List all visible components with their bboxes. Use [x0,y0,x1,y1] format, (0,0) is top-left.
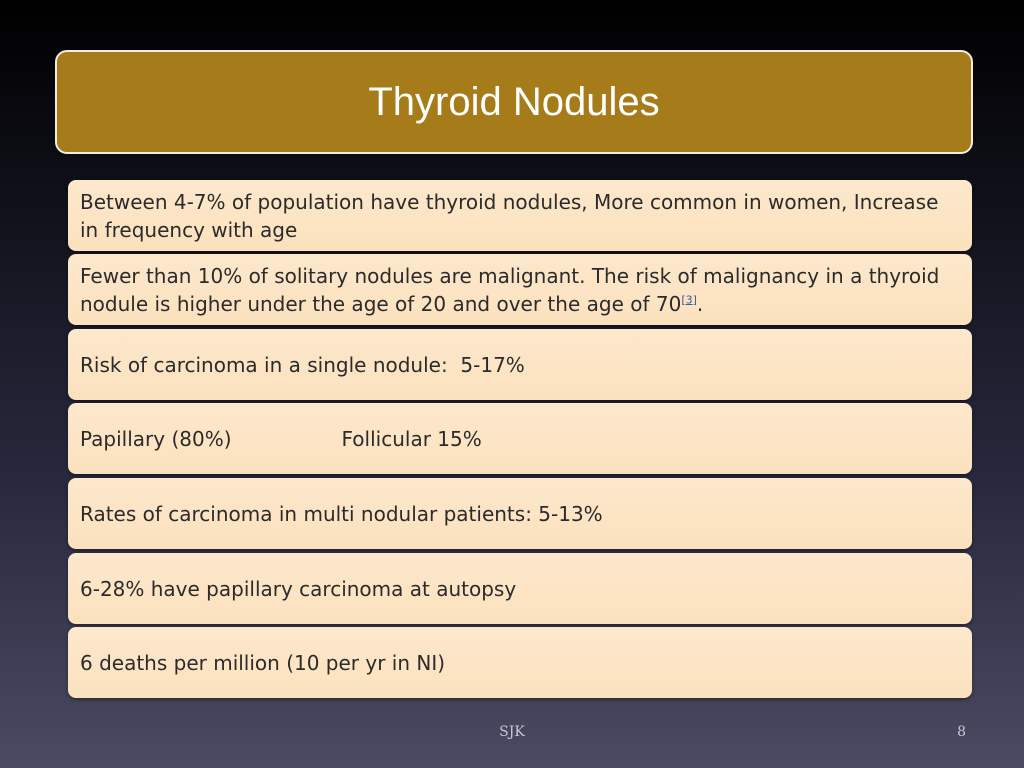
bullet-multinodular-rate-text: Rates of carcinoma in multi nodular patients: 5-13% [80,501,603,526]
bullet-single-nodule-risk [68,329,972,400]
citation-reference[interactable] [681,293,697,306]
bullet-autopsy [68,553,972,624]
footer-author: SJK [499,724,525,740]
slide-title: Thyroid Nodules [368,80,660,124]
bullet-deaths [68,627,972,698]
bullet-prevalence-text: Between 4-7% of population have thyroid nodules, More common in women, Increase in frequency with age [80,189,939,242]
slide-title-box [55,50,973,154]
bullet-autopsy-text: 6-28% have papillary carcinoma at autopsy [80,576,517,601]
citation-open-bracket: [ [681,292,686,306]
footer-page-number: 8 [957,724,966,740]
bullet-papillary-text: Papillary (80%) [80,426,232,451]
bullet-malignancy-risk [68,254,972,325]
bullet-multinodular-rate [68,478,972,549]
bullet-malignancy-risk-line [80,262,960,318]
citation-close-bracket: ] [692,292,697,306]
bullet-prevalence [68,180,972,251]
citation-link[interactable]: 3 [685,292,693,306]
bullet-carcinoma-types [68,403,972,474]
bullet-malignancy-risk-text: Fewer than 10% of solitary nodules are malignant. The risk of malignancy in a thyroid nodule is higher under the age of 20 and over the age of 70 [80,263,940,316]
bullet-follicular-text: Follicular 15% [341,426,482,451]
bullet-malignancy-risk-end: . [696,291,704,316]
bullet-deaths-text: 6 deaths per million (10 per yr in NI) [80,650,446,675]
bullet-single-nodule-risk-text: Risk of carcinoma in a single nodule: 5-17% [80,352,525,377]
